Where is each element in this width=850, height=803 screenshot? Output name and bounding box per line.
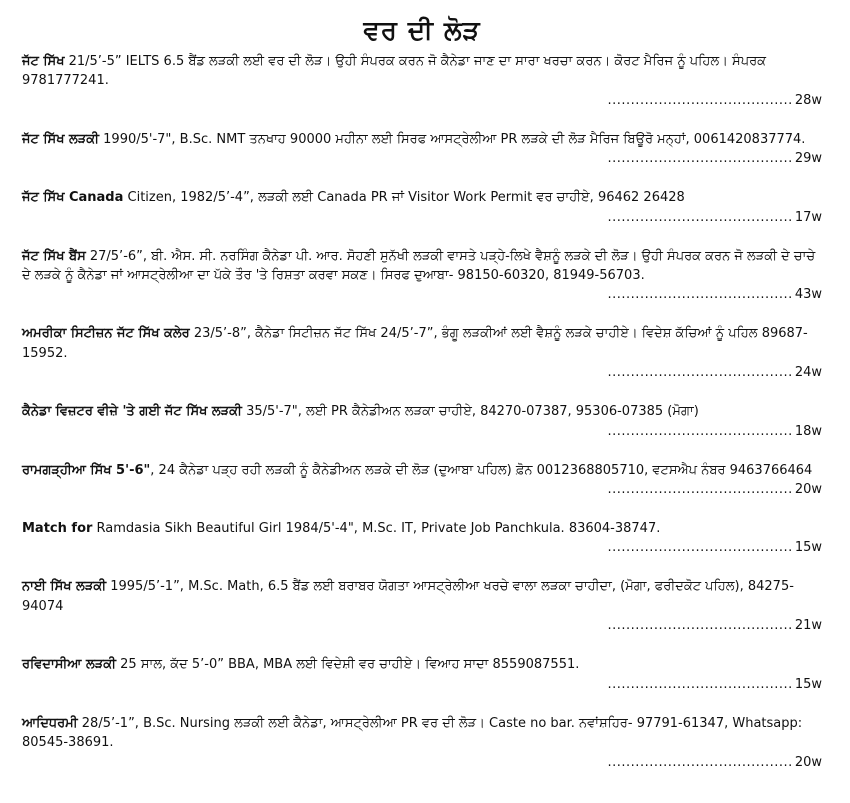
- ad-body: [22, 188, 822, 207]
- ad-code: 21w: [794, 618, 822, 634]
- dot-leader: ........................................: [607, 151, 793, 167]
- ad-footer: [22, 363, 822, 382]
- classified-ad: [22, 577, 822, 635]
- dot-leader: ........................................: [607, 92, 793, 108]
- classified-ad: [22, 130, 822, 169]
- ad-body: [22, 461, 822, 480]
- ad-footer: [22, 208, 822, 227]
- ad-heading: ਕੈਨੇਡਾ ਵਿਜ਼ਟਰ ਵੀਜ਼ੇ 'ਤੇ ਗਈ ਜੱਟ ਸਿੱਖ ਲੜਕੀ: [22, 404, 242, 420]
- ad-body: [22, 324, 822, 363]
- ad-body: [22, 247, 822, 286]
- ad-footer: [22, 285, 822, 304]
- ad-code: 29w: [794, 151, 822, 167]
- classified-ad: [22, 188, 822, 227]
- ad-code: 15w: [794, 676, 822, 692]
- dot-leader: ........................................: [607, 209, 793, 225]
- ad-text: 27/5’-6”, ਬੀ. ਐਸ. ਸੀ. ਨਰਸਿੰਗ ਕੈਨੇਡਾ ਪੀ. ਆਰ. ਸੋਹਣੀ ਸੁਨੱਖੀ ਲੜਕੀ ਵਾਸਤੇ ਪੜ੍ਹੇ-ਲਿਖੇ ਵੈਸ਼ਨੂੰ ਲੜਕੇ ਦੀ ਲੋੜ। ਉਹੀ ਸੰਪਰਕ ਕਰਨ ਜੋ ਲੜਕੀ ਦੇ ਚਾਚੇ ਦੇ ਲੜਕੇ ਨੂੰ ਕੈਨੇਡਾ ਜਾਂ ਆਸਟ੍ਰੇਲੀਆ ਦਾ ਪੱਕੇ ਤੌਰ 'ਤੇ ਰਿਸ਼ਤਾ ਕਰਵਾ ਸਕਣ। ਸਿਰਫ ਦੁਆਬਾ- 98150-60320, 81949-56703.: [22, 248, 816, 284]
- ad-heading: ਜੱਟ ਸਿੱਖ ਬੈਂਸ: [22, 248, 86, 264]
- ad-code: 17w: [794, 209, 822, 225]
- classified-ad: [22, 519, 822, 558]
- ad-heading: ਰਾਮਗੜ੍ਹੀਆ ਸਿੱਖ 5'-6": [22, 462, 151, 478]
- ad-heading: ਰਵਿਦਾਸੀਆ ਲੜਕੀ: [22, 657, 117, 673]
- ad-text: 28/5’-1”, B.Sc. Nursing ਲੜਕੀ ਲਈ ਕੈਨੇਡਾ, ਆਸਟ੍ਰੇਲੀਆ PR ਵਰ ਦੀ ਲੋੜ। Caste no bar. ਨਵਾਂਸ਼ਹਿਰ- 97791-61347, Whatsapp: 80545-38691.: [22, 715, 803, 751]
- ad-footer: [22, 149, 822, 168]
- dot-leader: ........................................: [607, 754, 793, 770]
- classified-ad: [22, 402, 822, 441]
- dot-leader: ........................................: [607, 482, 793, 498]
- ad-heading: ਜੱਟ ਸਿੱਖ: [22, 54, 65, 69]
- classified-ad: [22, 461, 822, 500]
- ad-text: 1995/5’-1”, M.Sc. Math, 6.5 ਬੈਂਡ ਲਈ ਬਰਾਬਰ ਯੋਗਤਾ ਆਸਟ੍ਰੇਲੀਆ ਖਰਚੇ ਵਾਲਾ ਲੜਕਾ ਚਾਹੀਦਾ, (ਮੋਗਾ, ਫਰੀਦਕੋਟ ਪਹਿਲ), 84275-94074: [22, 579, 794, 614]
- ad-body: [22, 402, 822, 421]
- classified-ad: [22, 52, 822, 110]
- ad-code: 20w: [794, 754, 822, 770]
- dot-leader: ........................................: [607, 423, 793, 439]
- ad-text: 1990/5'-7", B.Sc. NMT ਤਨਖਾਹ 90000 ਮਹੀਨਾ ਲਈ ਸਿਰਫ ਆਸਟ੍ਰੇਲੀਆ PR ਲੜਕੇ ਦੀ ਲੋੜ ਮੈਰਿਜ ਬਿਊਰੋ ਮਨ੍ਹਾਂ, 0061420837774.: [99, 131, 806, 147]
- classified-ad: [22, 655, 822, 694]
- ad-footer: [22, 480, 822, 499]
- ad-text: 35/5'-7", ਲਈ PR ਕੈਨੇਡੀਅਨ ਲੜਕਾ ਚਾਹੀਏ, 84270-07387, 95306-07385 (ਮੋਗਾ): [241, 404, 699, 420]
- ad-heading: Match for: [22, 521, 93, 537]
- ad-footer: [22, 538, 822, 557]
- ad-body: [22, 52, 822, 91]
- ad-footer: [22, 675, 822, 694]
- ad-code: 20w: [794, 482, 822, 498]
- dot-leader: ........................................: [607, 618, 793, 634]
- ad-body: [22, 130, 822, 149]
- ad-code: 24w: [794, 365, 822, 381]
- classified-ad: [22, 714, 822, 772]
- ad-footer: [22, 422, 822, 441]
- ad-text: 25 ਸਾਲ, ਕੱਦ 5’-0” BBA, MBA ਲਈ ਵਿਦੇਸ਼ੀ ਵਰ ਚਾਹੀਏ। ਵਿਆਹ ਸਾਦਾ 8559087551.: [116, 657, 580, 673]
- ad-heading: ਆਦਿਧਰਮੀ: [22, 715, 78, 731]
- classified-ad: [22, 247, 822, 305]
- ad-body: [22, 519, 822, 538]
- dot-leader: ........................................: [607, 540, 793, 556]
- page-title: ਵਰ ਦੀ ਲੋੜ: [363, 16, 481, 46]
- dot-leader: ........................................: [607, 287, 793, 303]
- ad-text: 23/5’-8”, ਕੈਨੇਡਾ ਸਿਟੀਜ਼ਨ ਜੱਟ ਸਿੱਖ 24/5’-7”, ਭੰਗੂ ਲੜਕੀਆਂ ਲਈ ਵੈਸ਼ਨੂੰ ਲੜਕੇ ਚਾਹੀਏ। ਵਿਦੇਸ਼ ਕੱਚਿਆਂ ਨੂੰ ਪਹਿਲ 89687-15952.: [22, 326, 808, 361]
- ad-heading: ਜੱਟ ਸਿੱਖ ਲੜਕੀ: [22, 131, 100, 147]
- ad-footer: [22, 616, 822, 635]
- ad-text: 21/5’-5” IELTS 6.5 ਬੈਂਡ ਲੜਕੀ ਲਈ ਵਰ ਦੀ ਲੋੜ। ਉਹੀ ਸੰਪਰਕ ਕਰਨ ਜੋ ਕੈਨੇਡਾ ਜਾਣ ਦਾ ਸਾਰਾ ਖਰਚਾ ਕਰਨ। ਕੋਰਟ ਮੈਰਿਜ ਨੂੰ ਪਹਿਲ। ਸੰਪਰਕ 9781777241.: [22, 54, 767, 89]
- ad-text: Ramdasia Sikh Beautiful Girl 1984/5'-4", M.Sc. IT, Private Job Panchkula. 83604-38747.: [92, 521, 661, 537]
- ad-heading: ਨਾਈ ਸਿੱਖ ਲੜਕੀ: [22, 579, 107, 595]
- ad-text: Citizen, 1982/5’-4”, ਲੜਕੀ ਲਈ Canada PR ਜਾਂ Visitor Work Permit ਵਰ ਚਾਹੀਏ, 96462 26428: [123, 190, 685, 206]
- ad-body: [22, 655, 822, 674]
- ad-text: , 24 ਕੈਨੇਡਾ ਪੜ੍ਹ ਰਹੀ ਲੜਕੀ ਨੂੰ ਕੈਨੇਡੀਅਨ ਲੜਕੇ ਦੀ ਲੋੜ (ਦੁਆਬਾ ਪਹਿਲ) ਫ਼ੋਨ 0012368805710, ਵਟਸਐਪ ਨੰਬਰ 9463766464: [150, 462, 813, 478]
- ads-list: [22, 52, 822, 772]
- ad-heading: ਜੱਟ ਸਿੱਖ Canada: [22, 190, 124, 206]
- ad-footer: [22, 753, 822, 772]
- ad-code: 43w: [794, 287, 822, 303]
- dot-leader: ........................................: [607, 676, 793, 692]
- ad-code: 15w: [794, 540, 822, 556]
- ad-body: [22, 714, 822, 753]
- ad-footer: [22, 91, 822, 110]
- classified-ad: [22, 324, 822, 382]
- ad-code: 18w: [794, 423, 822, 439]
- ad-heading: ਅਮਰੀਕਾ ਸਿਟੀਜ਼ਨ ਜੱਟ ਸਿੱਖ ਕਲੇਰ: [22, 326, 190, 342]
- ad-code: 28w: [794, 92, 822, 108]
- dot-leader: ........................................: [607, 365, 793, 381]
- ad-body: [22, 577, 822, 616]
